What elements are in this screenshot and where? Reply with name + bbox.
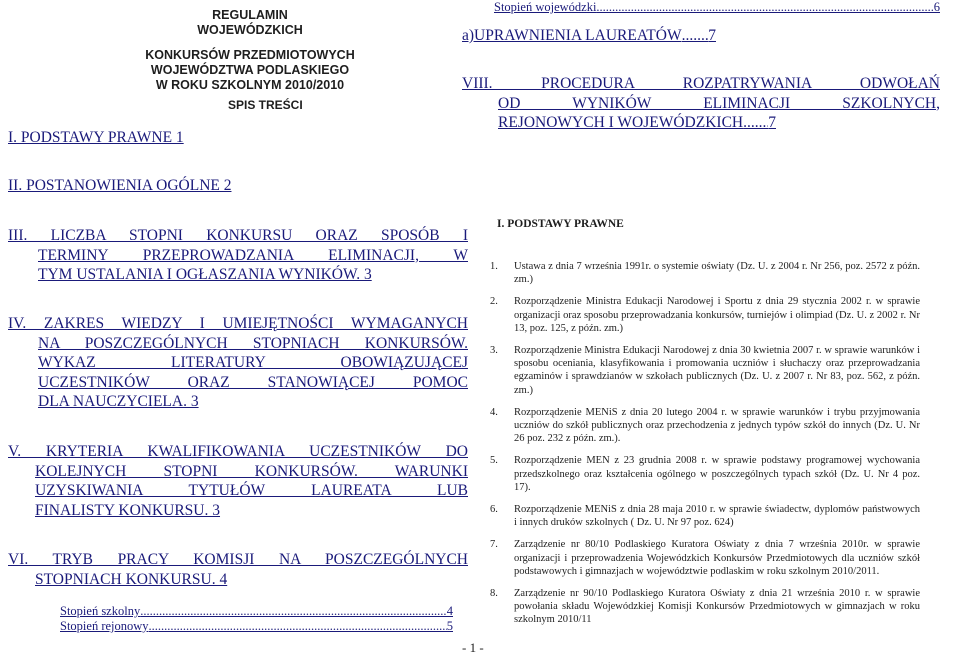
list-item-text: Rozporządzenie Ministra Edukacji Narodowej i Sportu z dnia 29 stycznia 2002 r. w sprawie organizacji oraz sposobu przeprowadzania konkursów, turniejów i olimpiad (Dz. U. z 2002 r. Nr 13, poz. 125, z późn. zm.) xyxy=(514,296,920,334)
list-item xyxy=(490,344,920,397)
law-list xyxy=(490,260,920,627)
list-item xyxy=(490,295,920,335)
toc-line: STOPNIACH KONKURSU. 4 xyxy=(35,570,228,588)
list-item-number: 8. xyxy=(490,588,498,600)
list-item-number: 4. xyxy=(490,406,498,418)
section-heading: I. PODSTAWY PRAWNE xyxy=(497,218,624,230)
toc-line: OD WYNIKÓW ELIMINACJI SZKOLNYCH, xyxy=(498,94,940,112)
page-number: - 1 - xyxy=(462,640,484,655)
toc-sub-label: Stopień rejonowy xyxy=(60,619,149,633)
list-item xyxy=(490,406,920,446)
toc-sub-page: 4 xyxy=(446,604,453,618)
toc-entry-v[interactable] xyxy=(8,442,468,520)
list-item xyxy=(490,587,920,627)
list-item-number: 1. xyxy=(490,261,498,272)
toc-sub-rejonowy[interactable] xyxy=(60,619,453,634)
toc-entry-label: a)UPRAWNIENIA LAUREATÓW xyxy=(462,27,682,44)
toc-sub-label: Stopień szkolny xyxy=(60,604,141,618)
title-line: W ROKU SZKOLNYM 2010/2010 xyxy=(155,78,345,92)
list-item-text: Zarządzenie nr 90/10 Podlaskiego Kuratora Oświaty z dnia 21 września 2010 r. w sprawie powołania składu Wojewódzkiej Komisji Konkursów Przedmiotowych w gimnazjach w roku szkolnym 2010/11 xyxy=(514,588,920,626)
toc-sub-page: 5 xyxy=(446,619,453,633)
list-item xyxy=(490,454,920,494)
toc-line: DLA NAUCZYCIELA. 3 xyxy=(38,393,199,410)
toc-line: TYM USTALANIA I OGŁASZANIA WYNIKÓW. 3 xyxy=(38,266,372,283)
list-item xyxy=(490,260,920,286)
toc-line: III. LICZBA STOPNI KONKURSU ORAZ SPOSÓB I xyxy=(8,227,468,244)
title-line: WOJEWÓDZTWA PODLASKIEGO xyxy=(150,63,350,77)
toc-sub-szkolny[interactable] xyxy=(60,604,453,619)
toc-line: TERMINY PRZEPROWADZANIA ELIMINACJI, W xyxy=(38,246,468,264)
toc-entry-iii[interactable] xyxy=(8,226,468,285)
toc-line: KOLEJNYCH STOPNI KONKURSÓW. WARUNKI xyxy=(35,462,468,480)
toc-line: IV. ZAKRES WIEDZY I UMIEJĘTNOŚCI WYMAGANYCH xyxy=(8,315,468,332)
toc-entry-ii[interactable]: II. POSTANOWIENIA OGÓLNE 2 xyxy=(8,177,232,194)
list-item xyxy=(490,503,920,529)
list-item-text: Rozporządzenie MENiS z dnia 28 maja 2010 r. w sprawie świadectw, dyplomów państwowych i innych druków szkolnych ( Dz. U. Nr 97 poz. 624) xyxy=(514,504,920,529)
list-item-number: 7. xyxy=(490,539,498,551)
toc-sub-label: Stopień wojewódzki xyxy=(494,0,597,14)
toc-line: V. KRYTERIA KWALIFIKOWANIA UCZESTNIKÓW DO xyxy=(8,443,468,460)
toc-entry-iv[interactable] xyxy=(8,314,468,412)
toc-line: NA POSZCZEGÓLNYCH STOPNIACH KONKURSÓW. xyxy=(38,334,468,352)
toc-line: VI. TRYB PRACY KOMISJI NA POSZCZEGÓLNYCH xyxy=(8,551,468,568)
toc-entry-vi[interactable] xyxy=(8,550,468,589)
title-line: WOJEWÓDZKICH xyxy=(197,23,303,37)
document-title xyxy=(110,8,390,93)
toc-line xyxy=(462,113,776,133)
toc-line: UCZESTNIKÓW ORAZ STANOWIĄCEJ POMOC xyxy=(38,373,468,391)
toc-entry-page: 7 xyxy=(708,27,716,44)
title-line: KONKURSÓW PRZEDMIOTOWYCH xyxy=(145,48,355,62)
list-item-text: Rozporządzenie Ministra Edukacji Narodowej z dnia 30 kwietnia 2007 r. w sprawie warunków i sposobu oceniania, klasyfikowania i promowania uczniów i słuchaczy oraz przeprowadzania egzaminów i sprawdzianów w szkołach publicznych (Dz. U. z 2007 r. Nr 83, poz. 562, z późn. zm.) xyxy=(514,345,920,396)
list-item-text: Rozporządzenie MENiS z dnia 20 lutego 2004 r. w sprawie warunków i trybu przyjmowania uczniów do szkół publicznych oraz przechodzenia z jednych typów szkół do innych (Dz. U. Nr 26 poz. 232 z późn. zm.). xyxy=(514,406,920,445)
list-item-text: Rozporządzenie MEN z 23 grudnia 2008 r. w sprawie podstawy programowej wychowania przedszkolnego oraz kształcenia ogólnego w poszczególnych typach szkół (Dz. U. Nr 4 poz. 17). xyxy=(514,455,920,493)
toc-heading: SPIS TREŚCI xyxy=(228,98,303,112)
list-item-text: Zarządzenie nr 80/10 Podlaskiego Kuratora Oświaty z dnia 7 września 2010r. w sprawie organizacji i przeprowadzenia Wojewódzkich Konkursów Przedmiotowych dla uczniów szkół podstawowych i gimnazjach w województwie podlaskim w roku szkolnym 2010/2011. xyxy=(514,539,920,577)
list-item xyxy=(490,538,920,578)
list-item-number: 3. xyxy=(490,345,498,357)
toc-line: UZYSKIWANIA TYTUŁÓW LAUREATA LUB xyxy=(35,482,468,499)
list-item-number: 5. xyxy=(490,455,498,467)
list-item-number: 2. xyxy=(490,296,498,308)
list-item-text: Ustawa z dnia 7 września 1991r. o systemie oświaty (Dz. U. z 2004 r. Nr 256, poz. 2572 z późn. zm.) xyxy=(514,261,920,286)
list-item-number: 6. xyxy=(490,504,498,516)
toc-line: WYKAZ LITERATURY OBOWIĄZUJĄCEJ xyxy=(38,354,468,371)
toc-entry-label: REJONOWYCH I WOJEWÓDZKICH xyxy=(498,114,744,131)
toc-sub-page: 6 xyxy=(933,0,940,14)
toc-line: VIII. PROCEDURA ROZPATRYWANIA ODWOŁAŃ xyxy=(462,75,940,92)
title-line: REGULAMIN xyxy=(212,8,288,22)
toc-entry-i[interactable]: I. PODSTAWY PRAWNE 1 xyxy=(8,129,184,146)
toc-line: FINALISTY KONKURSU. 3 xyxy=(35,501,221,519)
toc-entry-page: 7 xyxy=(768,114,776,131)
toc-sub-wojewodzki[interactable] xyxy=(494,0,940,15)
toc-entry-a[interactable] xyxy=(462,26,716,46)
toc-entry-viii[interactable] xyxy=(462,74,940,133)
